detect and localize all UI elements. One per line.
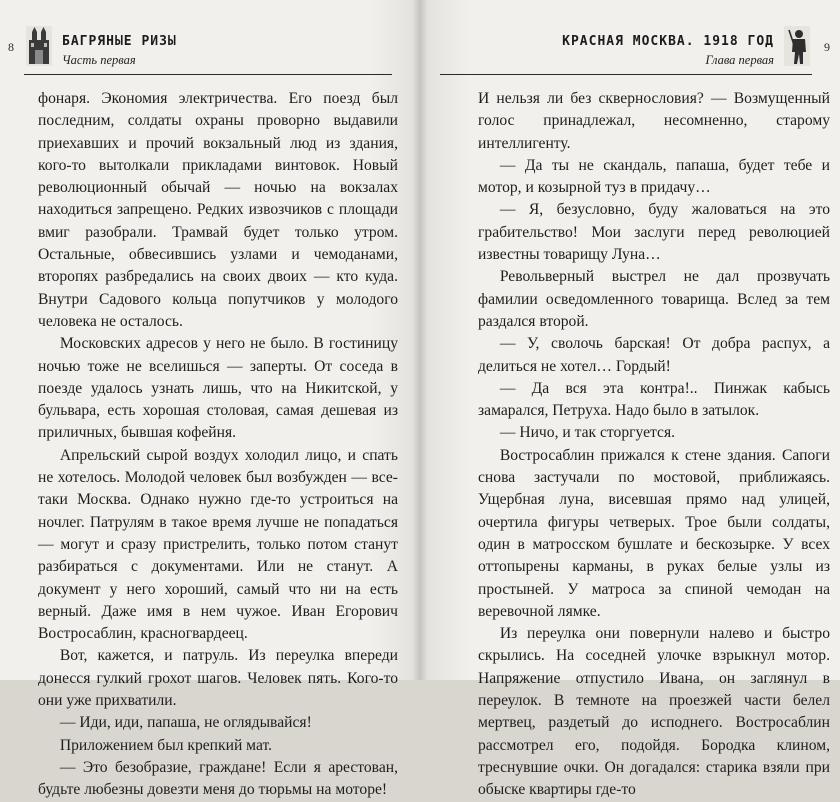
paragraph: — Иди, иди, папаша, не оглядывайся! [59,714,312,732]
paragraph: Московских адресов у него не было. В гостиницу ночью тоже не вселишься — заперты. От соседа в поезде удалось узнать лишь, что на Никитской, у бульвара, есть хорошая столовая, самая дешевая из приличных, бывшая кофейня. [38,335,398,442]
paragraph: Револьверный выстрел не дал прозвучать фамилии осведомленного товарища. Вслед за тем раздался второй. [478,268,830,330]
paragraph: И нельзя ли без сквернословия? — Возмущенный голос принадлежал, несомненно, старому интеллигенту. [478,90,830,152]
right-body-text [478,88,830,802]
left-body-text [38,88,398,802]
left-page-number: 8 [8,40,14,54]
right-page [420,0,840,799]
paragraph: — Да вся эта контра!.. Пинжак кабысь замарался, Петруха. Надо было в затылок. [478,379,830,420]
left-subtitle: Часть первая [62,53,136,67]
paragraph: — У, сволочь барская! От добра распух, а делиться не хотел… Гордый! [478,335,830,375]
paragraph: — Да ты не скандаль, папаша, будет тебе и мотор, и козырной туз в придачу… [478,156,830,197]
paragraph: Из переулка они повернули налево и быстро скрылись. На соседней улочке взрыкнул мотор. Напряжение отпустило Ивана, он заглянул в переулок. В темноте на проезжей части белел мертвец, раздетый до исподнего. Востросаблин рассмотрел его, подойдя. Бородка клином, треснувшие очки. Он догадался: старика взяли при обыске квартиры где-то [478,625,830,799]
book-gutter [412,0,428,680]
paragraph: Апрельский сырой воздух холодил лицо, и спать не хотелось. Молодой человек был возбужден — все-таки Москва. Однако нужно где-то устроиться на ночлег. Патрулям в такое время лучше не попадаться — могут и сразу пристрелить, только потом станут разбираться с документами. Или не станут. А документ у него хороший, самый что ни на есть верный. Даже имя в нем чужое. Иван Егорович Востросаблин, красногвардеец. [38,446,398,643]
paragraph: — Я, безусловно, буду жаловаться на это грабительство! Мои заслуги перед революцией известны товарищу Луна… [478,201,830,264]
soldier-silhouette-icon [784,26,810,66]
right-subtitle: Глава первая [705,53,774,67]
paragraph: Приложением был крепкий мат. [59,736,273,754]
paragraph: Вот, кажется, и патруль. Из переулка впереди донесся гулкий грохот шагов. Человек пять. Кого-то они уже прихватили. [38,647,398,710]
left-running-title: БАГРЯНЫЕ РИЗЫ [62,34,177,49]
right-running-title: КРАСНАЯ МОСКВА. 1918 ГОД [562,34,774,49]
paragraph: — Ничо, и так сторгуется. [499,424,676,442]
paragraph: Востросаблин прижался к стене здания. Сапоги снова застучали по мостовой, приближаясь. Ущербная луна, висевшая прямо над улицей, очертила фигуры четверых. Трое были солдаты, один в матросском бушлате и бескозырке. У всех оттопырены карманы, в руках белые узлы из простыней. У матроса за спиной чемодан на веревочной лямке. [478,446,830,620]
left-page [0,0,420,799]
paragraph: — Это безобразие, граждане! Если я арестован, будьте любезны довезти меня до тюрьмы на моторе! [38,758,398,799]
kremlin-tower-icon [26,26,52,66]
right-running-header [440,34,812,75]
paragraph: фонаря. Экономия электричества. Его поезд был последним, солдаты охраны проворно выдавили приехавших и прочий вокзальный люд из здания, кого-то вытолкали прикладами винтовок. Новый революционный обычай — ночью на вокзалах находиться запрещено. Редких извозчиков с площади вмиг разобрали. Трамвай будет только утром. Остальные, обвесившись узлами и чемоданами, второпях разбредались на своих двоих — кто куда. Внутри Садового кольца попутчиков у молодого человека не осталось. [38,90,398,330]
left-running-header [24,34,392,75]
right-page-number: 9 [824,40,830,54]
